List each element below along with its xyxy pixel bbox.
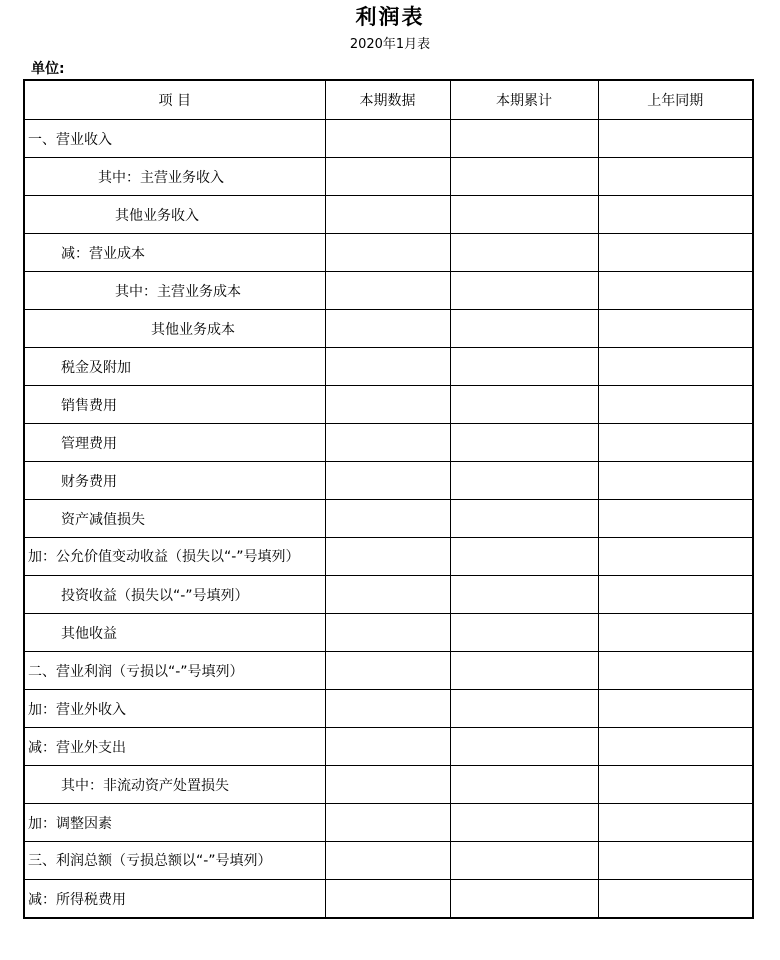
cell-current[interactable] — [325, 500, 450, 538]
table-row — [24, 652, 753, 690]
row-label: 资产减值损失 — [24, 500, 325, 538]
cell-current[interactable] — [325, 576, 450, 614]
cell-cumulative[interactable] — [450, 690, 598, 728]
cell-prior-year[interactable] — [598, 462, 753, 500]
cell-prior-year[interactable] — [598, 804, 753, 842]
row-label: 其他收益 — [24, 614, 325, 652]
table-row — [24, 234, 753, 272]
cell-current[interactable] — [325, 880, 450, 919]
cell-current[interactable] — [325, 386, 450, 424]
table-row — [24, 804, 753, 842]
row-label: 财务费用 — [24, 462, 325, 500]
table-row — [24, 348, 753, 386]
table-row — [24, 386, 753, 424]
row-label: 管理费用 — [24, 424, 325, 462]
report-period: 2020年1月表 — [349, 37, 431, 52]
table-row — [24, 614, 753, 652]
cell-current[interactable] — [325, 690, 450, 728]
cell-cumulative[interactable] — [450, 424, 598, 462]
row-label: 其他业务成本 — [24, 310, 325, 348]
row-label: 其中：主营业务成本 — [24, 272, 325, 310]
cell-prior-year[interactable] — [598, 424, 753, 462]
cell-current[interactable] — [325, 120, 450, 158]
row-label: 销售费用 — [24, 386, 325, 424]
cell-prior-year[interactable] — [598, 652, 753, 690]
cell-current[interactable] — [325, 158, 450, 196]
cell-prior-year[interactable] — [598, 234, 753, 272]
cell-cumulative[interactable] — [450, 462, 598, 500]
cell-cumulative[interactable] — [450, 120, 598, 158]
cell-current[interactable] — [325, 804, 450, 842]
row-label: 一、营业收入 — [24, 120, 325, 158]
row-label: 减：营业外支出 — [24, 728, 325, 766]
cell-cumulative[interactable] — [450, 576, 598, 614]
cell-cumulative[interactable] — [450, 158, 598, 196]
cell-prior-year[interactable] — [598, 842, 753, 880]
cell-current[interactable] — [325, 348, 450, 386]
table-row — [24, 424, 753, 462]
cell-current[interactable] — [325, 310, 450, 348]
row-label: 三、利润总额（亏损总额以“-”号填列） — [24, 842, 325, 880]
cell-current[interactable] — [325, 272, 450, 310]
cell-prior-year[interactable] — [598, 728, 753, 766]
cell-prior-year[interactable] — [598, 576, 753, 614]
cell-cumulative[interactable] — [450, 728, 598, 766]
row-label: 加：调整因素 — [24, 804, 325, 842]
table-row — [24, 880, 753, 919]
report-title: 利润表 — [355, 5, 425, 29]
cell-prior-year[interactable] — [598, 196, 753, 234]
cell-current[interactable] — [325, 538, 450, 576]
column-header-current: 本期数据 — [325, 80, 450, 120]
cell-cumulative[interactable] — [450, 234, 598, 272]
cell-cumulative[interactable] — [450, 842, 598, 880]
cell-current[interactable] — [325, 652, 450, 690]
cell-prior-year[interactable] — [598, 690, 753, 728]
cell-cumulative[interactable] — [450, 614, 598, 652]
column-header-cumulative: 本期累计 — [450, 80, 598, 120]
cell-prior-year[interactable] — [598, 272, 753, 310]
cell-current[interactable] — [325, 842, 450, 880]
cell-cumulative[interactable] — [450, 196, 598, 234]
cell-cumulative[interactable] — [450, 766, 598, 804]
cell-current[interactable] — [325, 766, 450, 804]
table-row — [24, 120, 753, 158]
cell-prior-year[interactable] — [598, 880, 753, 919]
table-header-row — [24, 80, 753, 120]
cell-prior-year[interactable] — [598, 348, 753, 386]
row-label: 减：营业成本 — [24, 234, 325, 272]
cell-current[interactable] — [325, 196, 450, 234]
cell-cumulative[interactable] — [450, 310, 598, 348]
row-label: 加：营业外收入 — [24, 690, 325, 728]
table-row — [24, 158, 753, 196]
cell-prior-year[interactable] — [598, 766, 753, 804]
row-label: 投资收益（损失以“-”号填列） — [24, 576, 325, 614]
table-row — [24, 766, 753, 804]
cell-cumulative[interactable] — [450, 348, 598, 386]
cell-prior-year[interactable] — [598, 538, 753, 576]
table-row — [24, 462, 753, 500]
column-header-item: 项 目 — [24, 80, 325, 120]
column-header-prior-year: 上年同期 — [598, 80, 753, 120]
row-label: 减：所得税费用 — [24, 880, 325, 919]
cell-cumulative[interactable] — [450, 386, 598, 424]
cell-prior-year[interactable] — [598, 158, 753, 196]
cell-cumulative[interactable] — [450, 538, 598, 576]
cell-current[interactable] — [325, 424, 450, 462]
cell-prior-year[interactable] — [598, 310, 753, 348]
cell-current[interactable] — [325, 234, 450, 272]
table-row — [24, 196, 753, 234]
table-row — [24, 842, 753, 880]
cell-prior-year[interactable] — [598, 500, 753, 538]
table-row — [24, 500, 753, 538]
row-label: 其中：主营业务收入 — [24, 158, 325, 196]
table-row — [24, 538, 753, 576]
cell-cumulative[interactable] — [450, 880, 598, 919]
cell-current[interactable] — [325, 728, 450, 766]
cell-prior-year[interactable] — [598, 614, 753, 652]
table-row — [24, 576, 753, 614]
cell-current[interactable] — [325, 462, 450, 500]
table-row — [24, 690, 753, 728]
cell-cumulative[interactable] — [450, 500, 598, 538]
row-label: 二、营业利润（亏损以“-”号填列） — [24, 652, 325, 690]
cell-prior-year[interactable] — [598, 120, 753, 158]
row-label: 税金及附加 — [24, 348, 325, 386]
table-row — [24, 310, 753, 348]
unit-label: 单位: — [31, 61, 65, 77]
cell-current[interactable] — [325, 614, 450, 652]
row-label: 加：公允价值变动收益（损失以“-”号填列） — [24, 538, 325, 576]
cell-cumulative[interactable] — [450, 804, 598, 842]
table-row — [24, 728, 753, 766]
income-statement-table — [23, 79, 754, 919]
table-row — [24, 272, 753, 310]
cell-prior-year[interactable] — [598, 386, 753, 424]
row-label: 其他业务收入 — [24, 196, 325, 234]
row-label: 其中：非流动资产处置损失 — [24, 766, 325, 804]
cell-cumulative[interactable] — [450, 272, 598, 310]
cell-cumulative[interactable] — [450, 652, 598, 690]
